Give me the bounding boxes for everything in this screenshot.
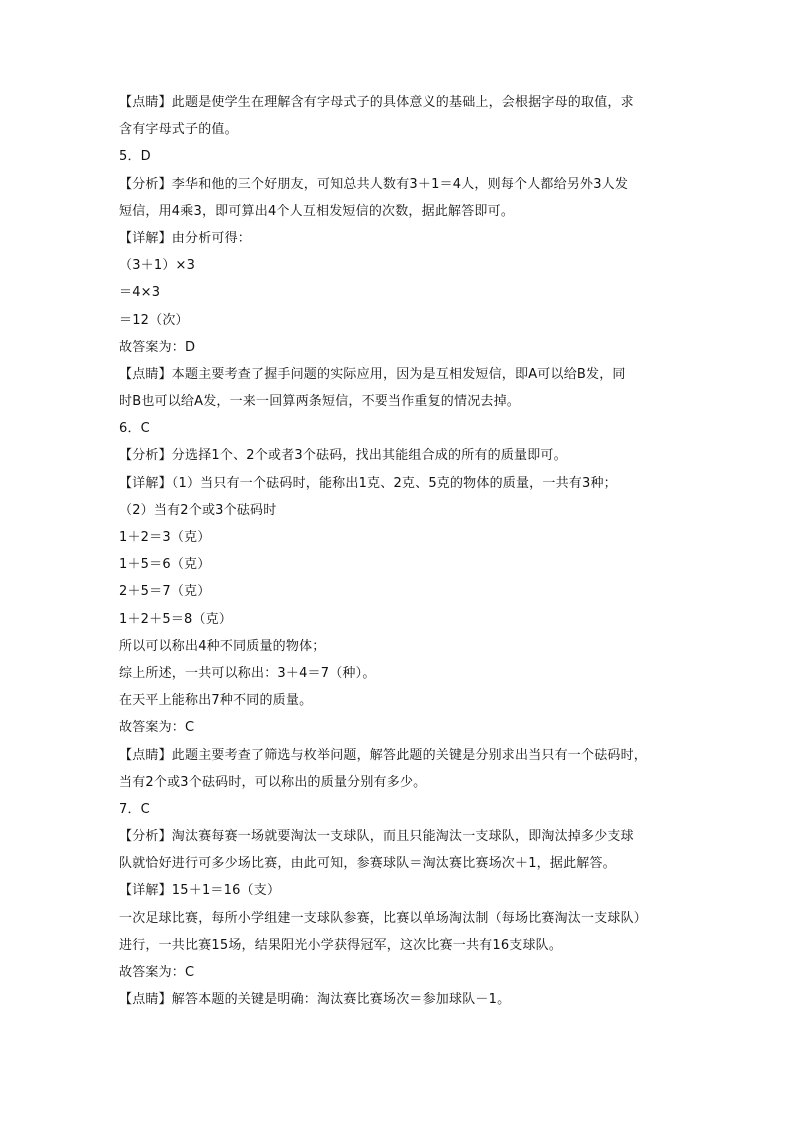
text-line: 2＋5＝7（克） [119,584,211,600]
text-line: 1＋5＝6（克） [119,557,211,573]
document-page [119,89,679,1013]
question-answer-heading: 5．D [119,149,151,165]
text-line: 【点睛】本题主要考查了握手问题的实际应用，因为是互相发短信，即A可以给B发，同 [119,366,626,382]
text-line: 短信，用4乘3，即可算出4个人互相发短信的次数，据此解答即可。 [119,203,515,219]
question-answer-heading: 7．C [119,801,150,817]
text-line: 时B也可以给A发，一来一回算两条短信，不要当作重复的情况去掉。 [119,394,521,410]
text-line: 【详解】（1）当只有一个砝码时，能称出1克、2克、5克的物体的质量，一共有3种； [119,475,617,491]
text-line: 【分析】分选择1个、2个或者3个砝码，找出其能组合成的所有的质量即可。 [119,448,567,464]
text-line: （3＋1）×3 [119,258,196,274]
text-line: 1＋2＋5＝8（克） [119,611,233,627]
text-line: ＝4×3 [119,285,161,301]
text-line: 在天平上能称出7种不同的质量。 [119,693,313,709]
text-line: 【分析】淘汰赛每赛一场就要淘汰一支球队，而且只能淘汰一支球队，即淘汰掉多少支球 [119,829,634,845]
text-line: 所以可以称出4种不同质量的物体； [119,638,326,654]
text-line: 【分析】李华和他的三个好朋友，可知总共人数有3＋1＝4人，则每个人都给另外3人发 [119,176,629,192]
text-line: 含有字母式子的值。 [119,122,238,138]
question-answer-heading: 6．C [119,421,150,437]
text-line: 【点睛】此题是使学生在理解含有字母式子的具体意义的基础上，会根据字母的取值，求 [119,95,634,110]
text-line: 故答案为：C [119,965,195,980]
text-line: （2）当有2个或3个砝码时 [119,502,277,518]
text-line: 【点睛】此题主要考查了筛选与枚举问题，解答此题的关键是分别求出当只有一个砝码时， [119,747,648,763]
text-line: 综上所述，一共可以称出：3＋4＝7（种）。 [119,665,376,681]
text-line: 故答案为：C [119,720,195,736]
text-line: 一次足球比赛，每所小学组建一支球队参赛，比赛以单场淘汰制（每场比赛淘汰一支球队） [119,910,648,926]
text-line: 【点睛】解答本题的关键是明确：淘汰赛比赛场次＝参加球队－1。 [119,992,511,1008]
text-line: 当有2个或3个砝码时，可以称出的质量分别有多少。 [119,774,427,790]
text-line: 【详解】由分析可得： [119,230,252,246]
text-line: ＝12（次） [119,312,189,328]
text-line: 队就恰好进行可多少场比赛，由此可知，参赛球队＝淘汰赛比赛场次＋1，据此解答。 [119,856,616,872]
text-line: 进行，一共比赛15场，结果阳光小学获得冠军，这次比赛一共有16支球队。 [119,937,563,953]
text-line: 故答案为：D [119,339,196,355]
text-line: 1＋2＝3（克） [119,530,211,545]
text-line: 【详解】15＋1＝16（支） [119,883,281,899]
